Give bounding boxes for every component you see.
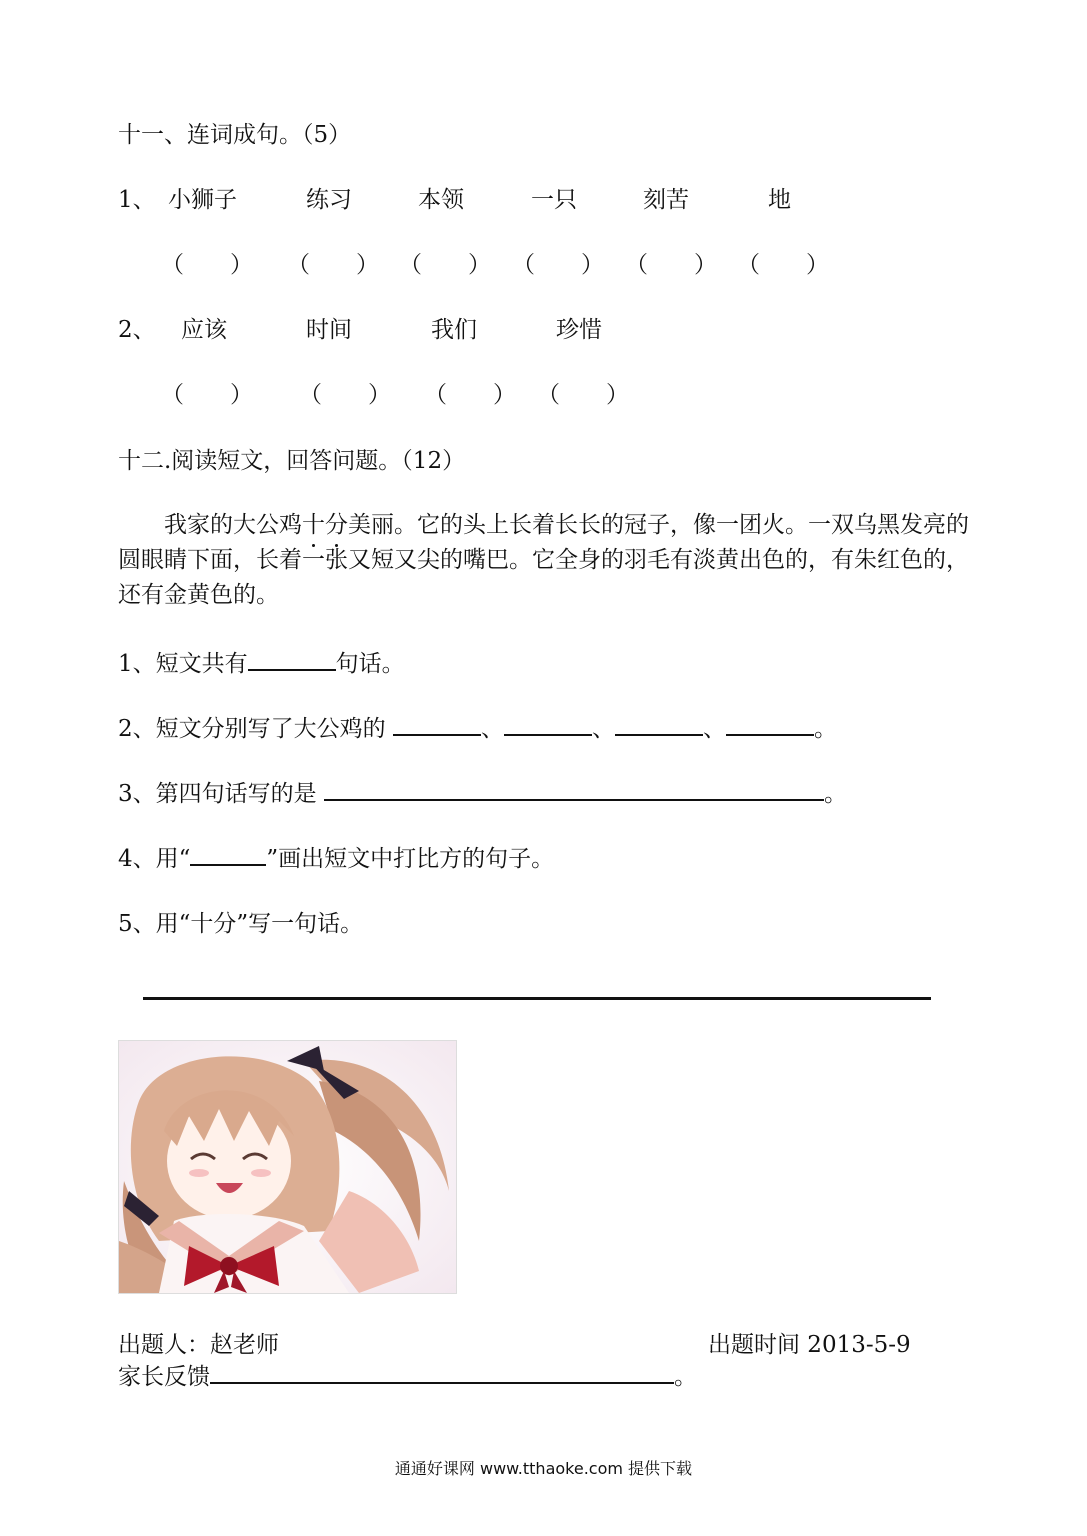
- question-3-end: 。: [823, 781, 847, 807]
- question-2-blank-4[interactable]: [726, 734, 814, 736]
- q2-word-3: 我们: [431, 317, 477, 343]
- question-1-prefix: 1、短文共有: [118, 651, 248, 677]
- illustration-icon: [119, 1041, 456, 1293]
- feedback-blank[interactable]: [210, 1382, 674, 1384]
- author-label: 出题人：赵老师: [118, 1332, 279, 1358]
- parent-feedback: [118, 1366, 697, 1389]
- q1-number: 1、: [118, 187, 156, 213]
- question-3: [118, 783, 847, 806]
- emphasis-char-2: 分: [325, 512, 348, 538]
- question-1-suffix: 句话。: [335, 651, 405, 677]
- question-1: [118, 653, 405, 676]
- q1-word-3: 本领: [418, 187, 464, 213]
- question-4-prefix: 4、用“: [118, 846, 191, 872]
- q2-word-1: 应该: [181, 317, 227, 343]
- q1-answer-4[interactable]: （ ）: [512, 252, 604, 278]
- feedback-end: 。: [674, 1364, 697, 1390]
- question-2-blank-1[interactable]: [393, 734, 481, 736]
- passage-text-start: 我家的大公鸡: [164, 512, 302, 538]
- separator: 、: [480, 716, 504, 742]
- q1-answer-2[interactable]: （ ）: [287, 252, 379, 278]
- passage-text-rest: 美丽。它的头上长着长长的冠子，像一团火。一双乌黑发亮的圆眼睛下面，长着一张又短又尖的嘴巴。它全身的羽毛有淡黄出色的，有朱红色的，还有金黄色的。: [118, 512, 969, 608]
- separator: 、: [702, 716, 726, 742]
- date-label: 出题时间 2013-5-9: [708, 1332, 911, 1358]
- q2-word-4: 珍惜: [556, 317, 602, 343]
- q2-answer-4[interactable]: （ ）: [537, 382, 629, 408]
- feedback-label: 家长反馈: [118, 1364, 210, 1390]
- q1-answer-5[interactable]: （ ）: [625, 252, 717, 278]
- q1-word-1: 小狮子: [168, 187, 237, 213]
- question-4-suffix: ”画出短文中打比方的句子。: [266, 846, 555, 872]
- reading-passage: [118, 508, 976, 613]
- question-3-blank[interactable]: [324, 799, 824, 801]
- q1-word-2: 练习: [306, 187, 352, 213]
- question-4: [118, 848, 554, 871]
- footer-text: 通通好课网 www.tthaoke.com 提供下载: [394, 1459, 693, 1478]
- q2-answer-2[interactable]: （ ）: [299, 382, 391, 408]
- anime-girl-illustration: [118, 1040, 457, 1294]
- question-2-blank-3[interactable]: [615, 734, 703, 736]
- question-5: 5、用“十分”写一句话。: [118, 911, 364, 937]
- q1-word-5: 刻苦: [643, 187, 689, 213]
- q1-word-4: 一只: [531, 187, 577, 213]
- q2-number: 2、: [118, 317, 156, 343]
- question-1-blank[interactable]: [248, 669, 336, 671]
- q2-word-2: 时间: [306, 317, 352, 343]
- question-2-blank-2[interactable]: [504, 734, 592, 736]
- separator: 、: [591, 716, 615, 742]
- section-11-title: 十一、连词成句。（5）: [118, 122, 352, 148]
- q1-word-6: 地: [768, 187, 791, 213]
- q1-answer-6[interactable]: （ ）: [737, 252, 829, 278]
- underline-sample: [190, 864, 266, 866]
- q2-answer-3[interactable]: （ ）: [424, 382, 516, 408]
- q1-answer-3[interactable]: （ ）: [399, 252, 491, 278]
- emphasis-char-1: 十: [302, 512, 325, 538]
- q1-answer-1[interactable]: （ ）: [161, 252, 253, 278]
- question-3-prefix: 3、第四句话写的是: [118, 781, 317, 807]
- question-5-answer-line[interactable]: [143, 997, 931, 1000]
- question-2-prefix: 2、短文分别写了大公鸡的: [118, 716, 386, 742]
- question-2: [118, 718, 837, 741]
- question-2-end: 。: [813, 716, 837, 742]
- q2-answer-1[interactable]: （ ）: [161, 382, 253, 408]
- section-12-title: 十二.阅读短文，回答问题。（12）: [118, 448, 466, 474]
- passage-indent: [118, 512, 164, 538]
